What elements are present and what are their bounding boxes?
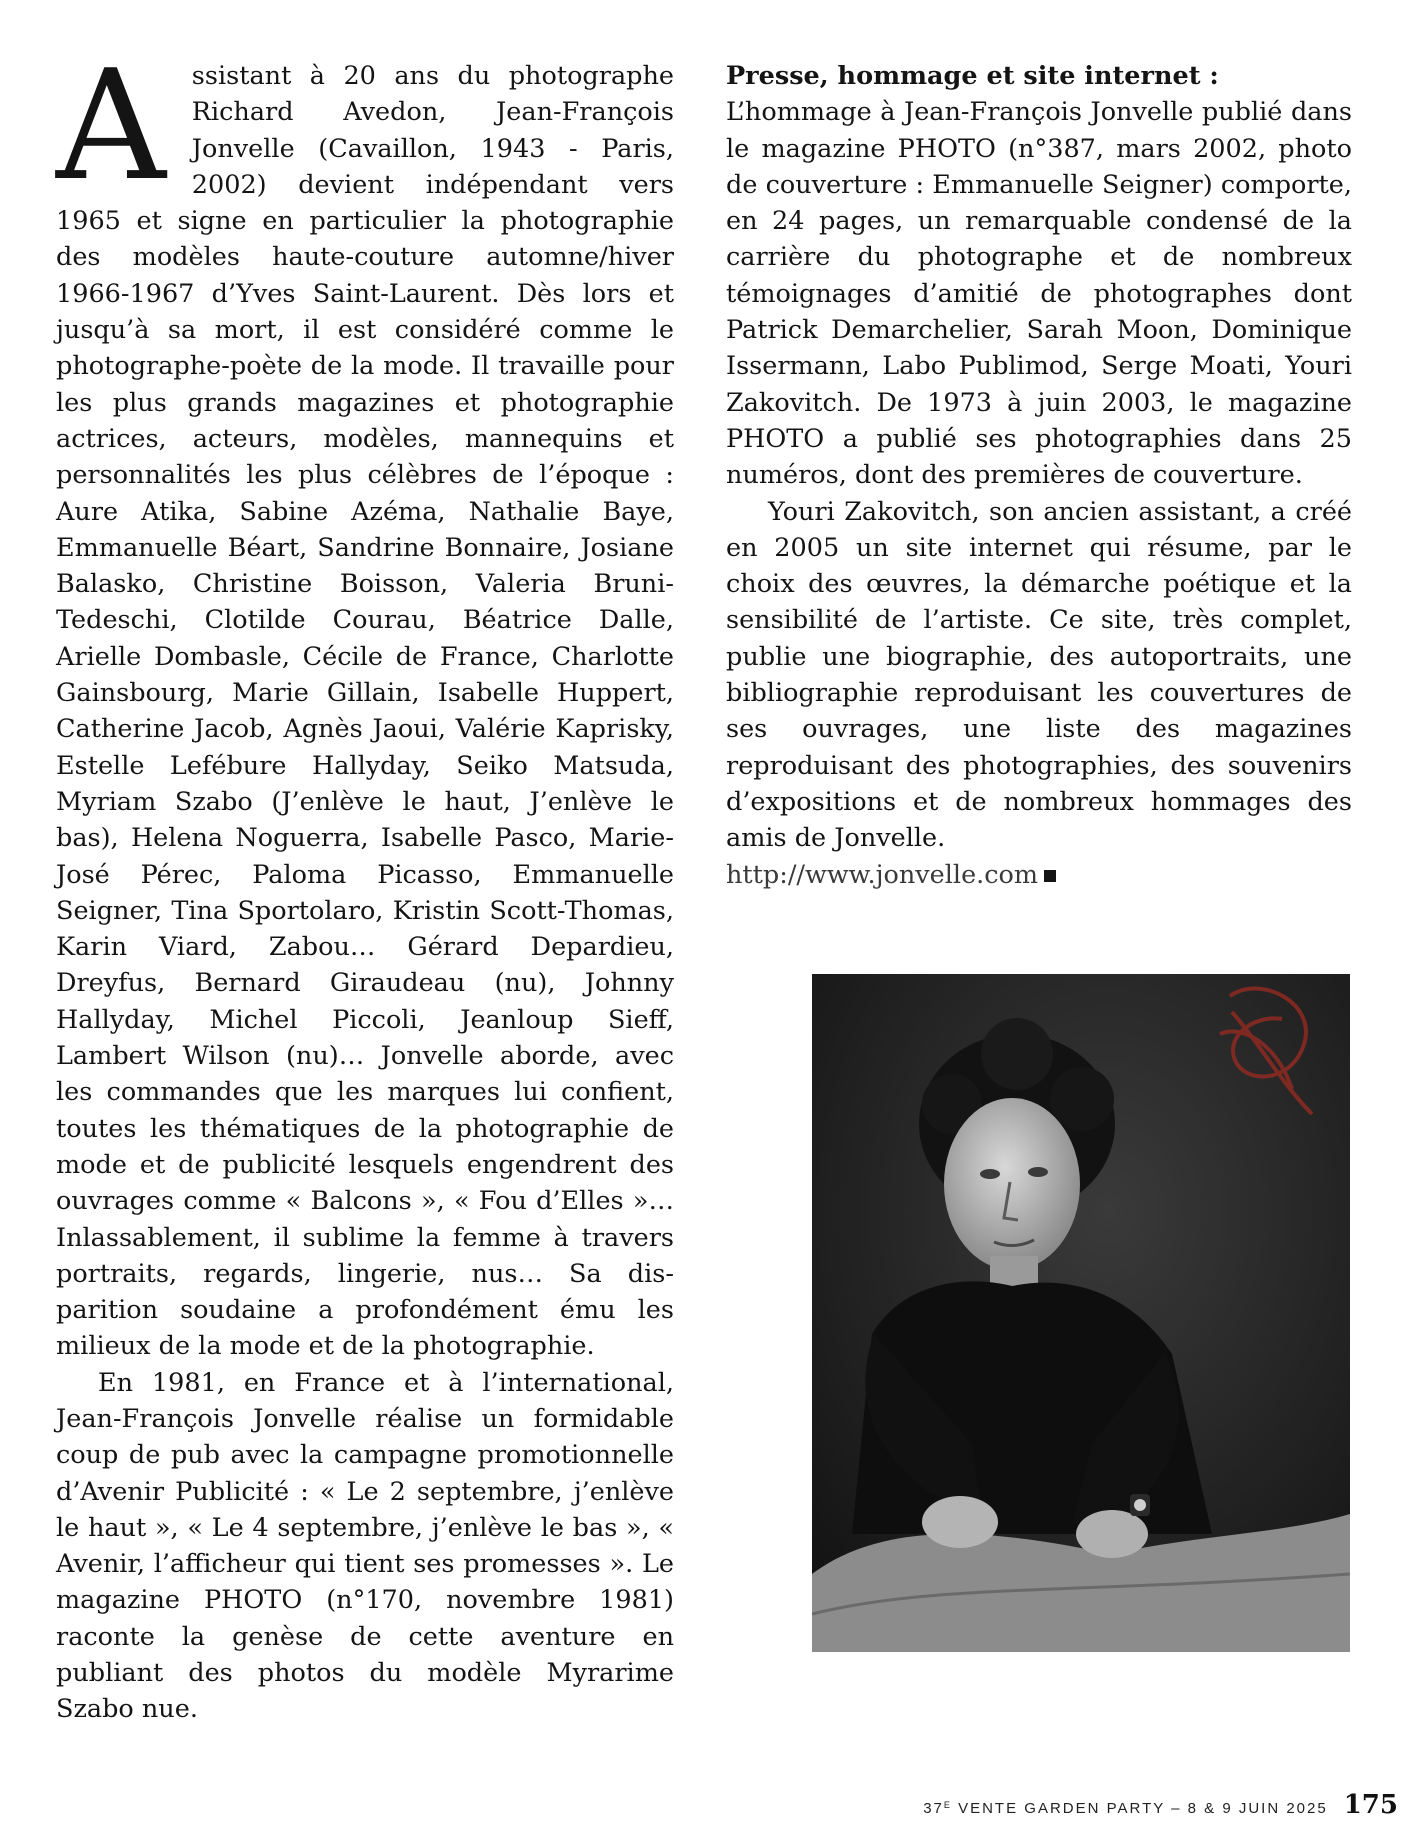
website-paragraph (726, 494, 1352, 893)
website-paragraph-text: Youri Zakovitch, son ancien assistant, a créé en 2005 un site internet qui résume, par le choix des œuvres, la démarche poétique et la sensibilité de l’artiste. Ce site, très complet, publie une biographie, des autoportraits, une bibliographie reproduisant les couvertures de ses ouvrages, une liste des magazines reproduisant des photographies, des souvenirs d’expositions et de nombreux hommages des amis de Jonvelle. (726, 496, 1352, 854)
page-number: 175 (1343, 1790, 1398, 1820)
portrait-photo (812, 974, 1350, 1652)
drop-cap: A (56, 37, 166, 214)
tribute-paragraph: L’hommage à Jean-François Jonvelle publié dans le magazine PHOTO (n°387, mars 2002, photo de couverture : Emmanuelle Seigner) comporte, en 24 pages, un remarquable condensé de la carrière du photographe et de nombreux témoignages d’amitié de photographes dont Patrick Demarchelier, Sarah Moon, Dominique Issermann, Labo Publimod, Serge Moati, Youri Zakovitch. De 1973 à juin 2003, le magazine PHOTO a publié ses photographies dans 25 numéros, dont des premières de couverture. (726, 97, 1352, 491)
right-column (726, 58, 1352, 893)
section-heading: Presse, hommage et site internet : (726, 61, 1219, 91)
page-footer (923, 1790, 1398, 1820)
left-column (56, 37, 674, 1728)
event-title: $37^E$ VENTE GARDEN PARTY – 8 & 9 JUIN 2025 (923, 1800, 1328, 1817)
intro-paragraph-text: ssistant à 20 ans du photographe Richard Avedon, Jean-François Jonvelle (Cavaillon, 1943 - Paris, 2002) devient indépendant vers 1965 et signe en particulier la photographie des modèles haute-couture automne/hiver 1966-1967 d’Yves Saint-Laurent. Dès lors et jusqu’à sa mort, il est considéré comme le photographe-poète de la mode. Il travaille pour les plus grands magazines et photographie actrices, acteurs, modèles, mannequins et personnalités les plus célèbres de l’époque : Aure Atika, Sabine Azéma, Nathalie Baye, Emmanuelle Béart, Sandrine Bonnaire, Josiane Balasko, Christine Boisson, Valeria Bruni-Tedeschi, Clotilde Courau, Béatrice Dalle, Arielle Dombasle, Cécile de France, Charlotte Gainsbourg, Marie Gillain, Isabelle Huppert, Catherine Jacob, Agnès Jaoui, Valérie Kaprisky, Estelle Lefébure Hallyday, Seiko Matsuda, Myriam Szabo (J’enlève le haut, J’enlève le bas), Helena Noguerra, Isabelle Pasco, Marie-José Pérec, Paloma Picasso, Emmanuelle Seigner, Tina Sportolaro, Kristin Scott-Thomas, Karin Viard, Zabou… Gérard Depardieu, Dreyfus, Bernard Giraudeau (nu), Johnny Hallyday, Michel Piccoli, Jeanloup Sieff, Lambert Wilson (nu)… Jonvelle aborde, avec les commandes que les marques lui confient, toutes les thématiques de la photographie de mode et de publicité lesquels engendrent des ouvrages comme « Balcons », « Fou d’Elles »… Inlassablement, il sublime la femme à travers portraits, regards, lingerie, nus… Sa disparition soudaine a profondément ému les milieux de la mode et de la photographie. (56, 61, 674, 1362)
campaign-paragraph: En 1981, en France et à l’international, Jean-François Jonvelle réalise un formidable coup de pub avec la campagne promotionnelle d’Avenir Publicité : « Le 2 septembre, j’enlève le haut », « Le 4 septembre, j’enlève le bas », « Avenir, l’afficheur qui tient ses promesses ». Le magazine PHOTO (n°170, novembre 1981) raconte la genèse de cette aventure en publiant des photos du modèle Myrarime Szabo nue. (56, 1367, 674, 1725)
website-url: http://www.jonvelle.com (726, 859, 1039, 890)
end-mark-icon (1044, 870, 1056, 882)
intro-paragraph (56, 37, 674, 1365)
